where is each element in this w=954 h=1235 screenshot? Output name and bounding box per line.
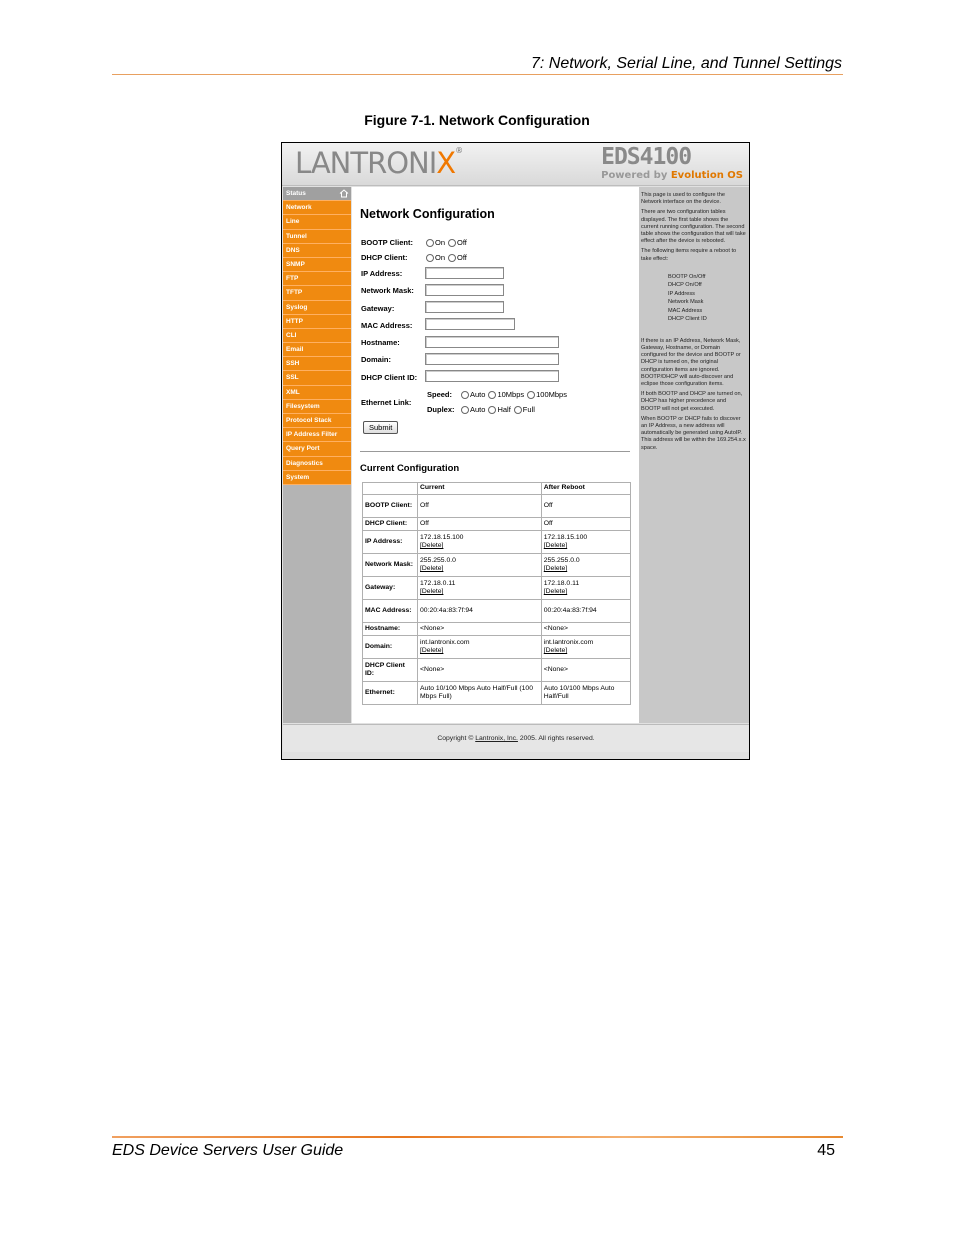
sidebar-item-ssh[interactable]: SSH <box>283 357 351 371</box>
duplex-label: Duplex: <box>427 405 455 414</box>
speed-10-radio[interactable] <box>488 391 496 399</box>
header-rule <box>112 74 843 75</box>
sidebar-item-syslog[interactable]: Syslog <box>283 301 351 315</box>
table-row: BOOTP Client: Off Off <box>363 495 631 518</box>
duplex-half-radio[interactable] <box>488 406 496 414</box>
mac-address-input[interactable] <box>425 318 515 330</box>
bootp-label: BOOTP Client: <box>361 238 413 247</box>
sidebar-item-ip-address-filter[interactable]: IP Address Filter <box>283 428 351 442</box>
help-paragraph: The following items require a reboot to take effect: <box>641 248 737 262</box>
sidebar-nav <box>283 187 351 723</box>
bootp-on-radio[interactable] <box>426 239 434 247</box>
reboot-items-list <box>641 273 747 324</box>
product-branding <box>601 144 743 182</box>
sidebar-item-ssl[interactable]: SSL <box>283 371 351 385</box>
speed-radio-group: Auto 10Mbps 100Mbps <box>458 390 567 399</box>
running-header: 7: Network, Serial Line, and Tunnel Settings <box>531 55 842 72</box>
table-row: Hostname: <None> <None> <box>363 623 631 636</box>
logo-x: X <box>436 146 456 180</box>
hostname-label: Hostname: <box>361 338 400 347</box>
help-paragraph: There are two configuration tables displayed. The first table shows the current running configuration. The second table shows the configuration that will take effect after the device is rebooted. <box>641 209 746 245</box>
mac-address-label: MAC Address: <box>361 321 413 330</box>
submit-button[interactable]: Submit <box>363 421 398 434</box>
sidebar-item-http[interactable]: HTTP <box>283 315 351 329</box>
logo-text: LANTRONI <box>295 146 437 180</box>
domain-input[interactable] <box>425 353 559 365</box>
sidebar-item-xml[interactable]: XML <box>283 386 351 400</box>
sidebar-item-protocol-stack[interactable]: Protocol Stack <box>283 414 351 428</box>
gateway-label: Gateway: <box>361 304 395 313</box>
dhcp-client-id-label: DHCP Client ID: <box>361 373 418 382</box>
gateway-input[interactable] <box>425 301 504 313</box>
sidebar-item-status[interactable]: Status <box>283 187 351 201</box>
speed-label: Speed: <box>427 390 453 399</box>
dhcp-client-id-input[interactable] <box>425 370 559 382</box>
dhcp-radio-group: On Off <box>423 253 467 262</box>
table-row: Gateway: 172.18.0.11 [Delete] 172.18.0.11 [Delete] <box>363 577 631 600</box>
figure-caption: Figure 7-1. Network Configuration <box>364 112 590 128</box>
col-current: Current <box>418 483 542 495</box>
list-item: DHCP Client ID <box>668 316 707 323</box>
list-item: DHCP On/Off <box>668 282 702 289</box>
ip-address-input[interactable] <box>425 267 504 279</box>
sidebar-item-ftp[interactable]: FTP <box>283 272 351 286</box>
sidebar-item-system[interactable]: System <box>283 471 351 485</box>
delete-link[interactable]: [Delete] <box>543 647 568 654</box>
list-item: IP Address <box>668 290 695 297</box>
sidebar-item-tunnel[interactable]: Tunnel <box>283 230 351 244</box>
bootp-radio-group: On Off <box>423 238 467 247</box>
delete-link[interactable]: [Delete] <box>543 588 568 595</box>
table-row: MAC Address: 00:20:4a:83:7f:94 00:20:4a:83:7f:94 <box>363 600 631 623</box>
main-content <box>352 187 639 723</box>
table-row: Network Mask: 255.255.0.0 [Delete] 255.255.0.0 [Delete] <box>363 554 631 577</box>
screenshot-frame <box>281 142 750 760</box>
sidebar-item-diagnostics[interactable]: Diagnostics <box>283 457 351 471</box>
product-name: EDS4100 <box>601 144 692 170</box>
network-mask-label: Network Mask: <box>361 286 414 295</box>
ethernet-link-label: Ethernet Link: <box>361 398 412 407</box>
delete-link[interactable]: [Delete] <box>543 565 568 572</box>
list-item: BOOTP On/Off <box>668 273 706 280</box>
help-pane <box>639 187 749 723</box>
delete-link[interactable]: [Delete] <box>420 647 444 654</box>
list-item: Network Mask <box>668 299 704 306</box>
help-paragraph: If there is an IP Address, Network Mask, Gateway, Hostname, or Domain configured for the device and BOOTP or DHCP is turned on, the original configuration items are ignored. BOOTP/DHCP will auto-discover and eclipse those configuration items. <box>641 337 741 388</box>
footer-rule <box>112 1136 843 1138</box>
sidebar-item-dns[interactable]: DNS <box>283 244 351 258</box>
current-config-title: Current Configuration <box>360 463 460 474</box>
sidebar-item-tftp[interactable]: TFTP <box>283 286 351 300</box>
table-row: IP Address: 172.18.15.100 [Delete] 172.18.15.100 [Delete] <box>363 531 631 554</box>
page-number: 45 <box>817 1142 835 1159</box>
app-banner <box>282 143 749 186</box>
page-title: Network Configuration <box>360 207 495 221</box>
dhcp-label: DHCP Client: <box>361 253 408 262</box>
duplex-radio-group: Auto Half Full <box>458 405 535 414</box>
speed-auto-radio[interactable] <box>461 391 469 399</box>
logo-reg: ® <box>455 146 463 155</box>
sidebar-item-cli[interactable]: CLI <box>283 329 351 343</box>
hostname-input[interactable] <box>425 336 559 348</box>
help-paragraph: When BOOTP or DHCP fails to discover an IP Address, a new address will automatically be generated using AutoIP. This address will be within the 169.254.x.x space. <box>641 415 746 451</box>
domain-label: Domain: <box>361 355 391 364</box>
bootp-off-radio[interactable] <box>448 239 456 247</box>
current-config-table <box>362 482 631 705</box>
delete-link[interactable]: [Delete] <box>543 542 568 549</box>
sidebar-item-filesystem[interactable]: Filesystem <box>283 400 351 414</box>
table-row: Domain: int.lantronix.com [Delete] int.lantronix.com [Delete] <box>363 636 631 659</box>
lantronix-link[interactable]: Lantronix, Inc. <box>475 735 518 742</box>
dhcp-on-radio[interactable] <box>426 254 434 262</box>
duplex-auto-radio[interactable] <box>461 406 469 414</box>
list-item: MAC Address <box>668 307 703 314</box>
app-footer: Copyright © Lantronix, Inc. 2005. All rights reserved. <box>283 724 749 752</box>
section-divider <box>360 451 630 452</box>
network-mask-input[interactable] <box>425 284 504 296</box>
duplex-full-radio[interactable] <box>514 406 522 414</box>
product-tagline <box>601 170 743 182</box>
sidebar-item-line[interactable]: Line <box>283 215 351 229</box>
os-name: Evolution OS <box>670 170 743 181</box>
delete-link[interactable]: [Delete] <box>420 542 444 549</box>
table-row: DHCP Client ID: <None> <None> <box>363 659 631 682</box>
delete-link[interactable]: [Delete] <box>420 588 444 595</box>
lantronix-logo <box>295 146 462 180</box>
table-header-row <box>363 483 631 495</box>
delete-link[interactable]: [Delete] <box>420 565 444 572</box>
dhcp-off-radio[interactable] <box>448 254 456 262</box>
table-row: Ethernet: Auto 10/100 Mbps Auto Half/Full (100 Mbps Full) Auto 10/100 Mbps Auto Half/Full <box>363 682 631 705</box>
col-blank <box>363 483 418 495</box>
help-paragraph: This page is used to configure the Network interface on the device. <box>641 192 725 206</box>
home-icon[interactable] <box>339 189 349 198</box>
speed-100-radio[interactable] <box>527 391 535 399</box>
sidebar-item-snmp[interactable]: SNMP <box>283 258 351 272</box>
sidebar-item-network[interactable]: Network <box>283 201 351 215</box>
powered-by: Powered by <box>601 170 668 181</box>
document-title: EDS Device Servers User Guide <box>112 1142 344 1159</box>
sidebar-item-email[interactable]: Email <box>283 343 351 357</box>
help-paragraph: If both BOOTP and DHCP are turned on, DHCP has higher precedence and BOOTP will not get executed. <box>641 391 743 412</box>
sidebar-item-query-port[interactable]: Query Port <box>283 442 351 456</box>
table-row: DHCP Client: Off Off <box>363 518 631 531</box>
col-after-reboot: After Reboot <box>541 483 630 495</box>
ip-address-label: IP Address: <box>361 269 403 278</box>
